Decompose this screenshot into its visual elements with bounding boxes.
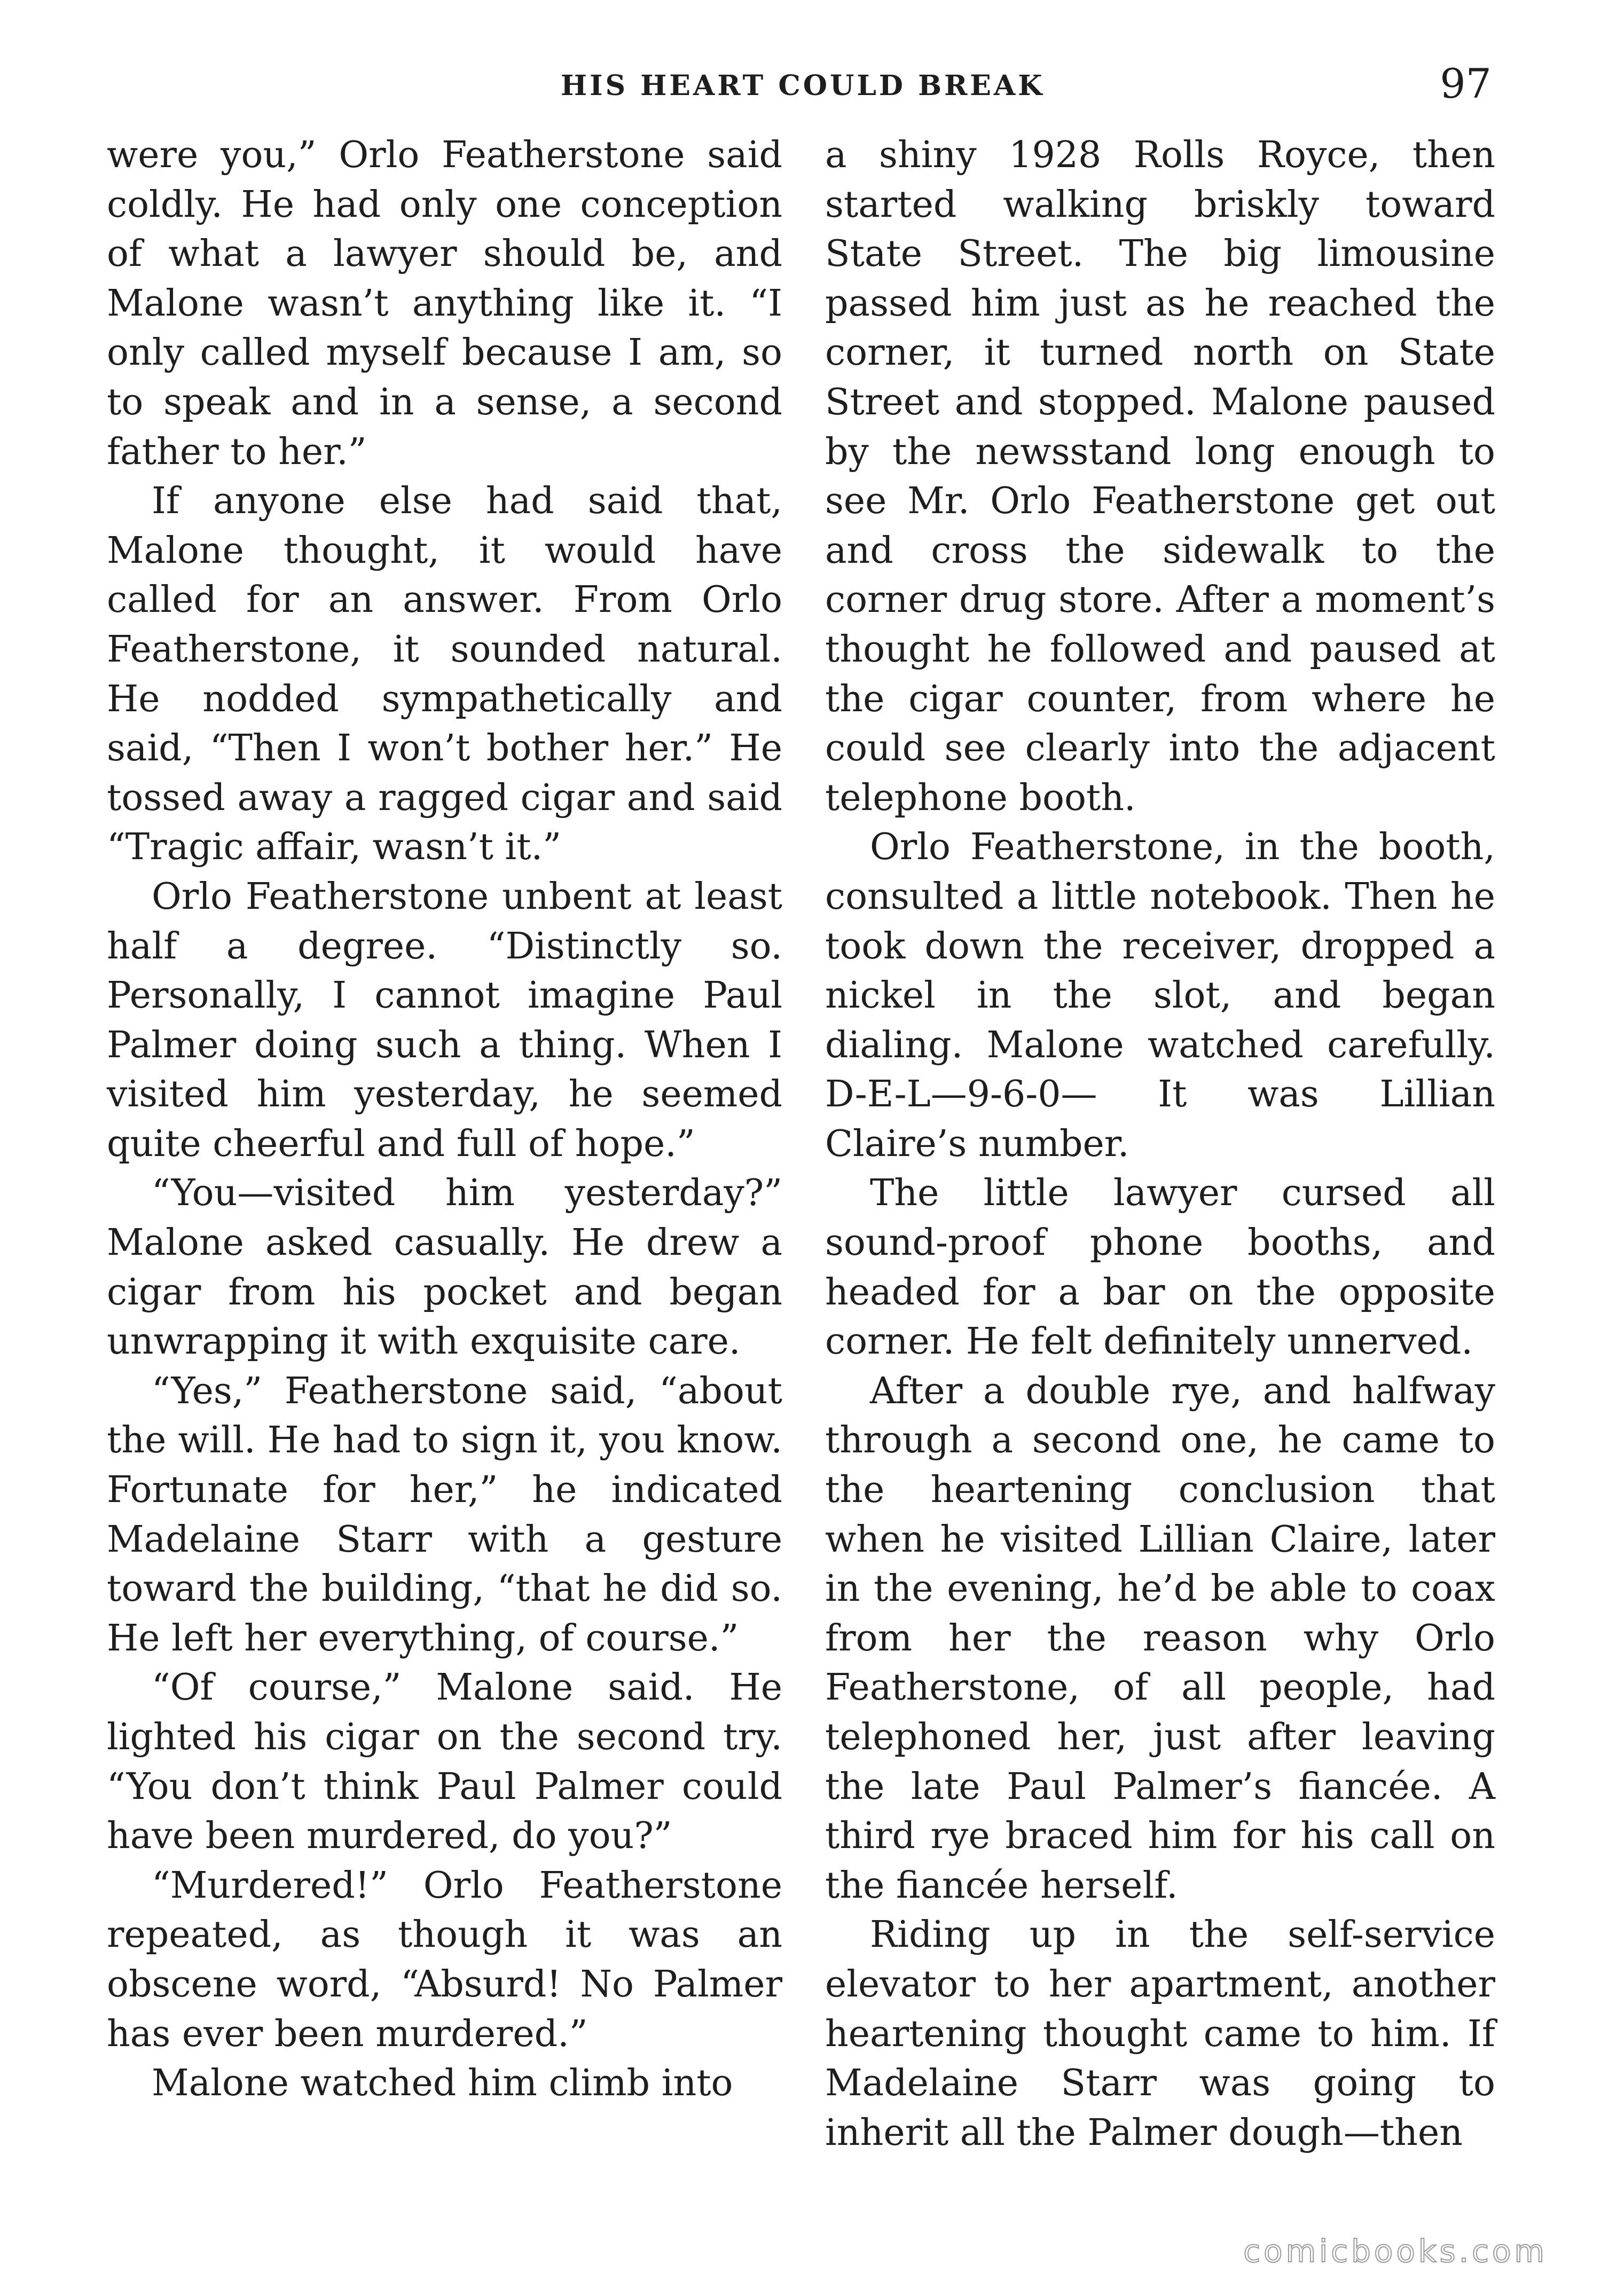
paragraph: If anyone else had said that, Malone thought, it would have called for an answer. From Orlo Featherstone, it sounded natural. He nodded sympathetically and said, “Then I won’t bother her.” He tossed away a ragged cigar and said “Tragic affair, wasn’t it.” <box>107 480 782 869</box>
paragraph: “Of course,” Malone said. He lighted his cigar on the second try. “You don’t think Paul Palmer could have been murdered, do you?” <box>107 1666 782 1858</box>
right-column <box>825 131 1495 2158</box>
paragraph: were you,” Orlo Featherstone said coldly. He had only one conception of what a lawyer should be, and Malone wasn’t anything like it. “I only called myself because I am, so to speak and in a sense, a second father to her.” <box>107 134 782 473</box>
running-title: HIS HEART COULD BREAK <box>561 69 1045 102</box>
paragraph: Orlo Featherstone unbent at least half a degree. “Distinctly so. Personally, I cannot imagine Paul Palmer doing such a thing. When I visited him yesterday, he seemed quite cheerful and full of hope.” <box>107 875 782 1165</box>
page-number: 97 <box>1440 60 1492 107</box>
site-watermark: comicbooks.com <box>1243 2233 1548 2269</box>
paragraph: “Murdered!” Orlo Featherstone repeated, as though it was an obscene word, “Absurd! No Palmer has ever been murdered.” <box>107 1864 782 2055</box>
paragraph: Malone watched him climb into <box>152 2062 733 2105</box>
paragraph: After a double rye, and halfway through a second one, he came to the heartening conclusion that when he visited Lillian Claire, later in the evening, he’d be able to coax from her the reason why Orlo Featherstone, of all people, had telephoned her, just after leaving the late Paul Palmer’s fiancée. A third rye braced him for his call on the fiancée herself. <box>825 1370 1495 1907</box>
paragraph: Orlo Featherstone, in the booth, consulted a little notebook. Then he took down the receiver, dropped a nickel in the slot, and began dialing. Malone watched carefully. D-E-L—9-6-0— It was Lillian Claire’s number. <box>825 826 1495 1165</box>
paragraph: a shiny 1928 Rolls Royce, then started walking briskly toward State Street. The big limousine passed him just as he reached the corner, it turned north on State Street and stopped. Malone paused by the newsstand long enough to see Mr. Orlo Featherstone get out and cross the sidewalk to the corner drug store. After a moment’s thought he followed and paused at the cigar counter, from where he could see clearly into the adjacent telephone booth. <box>825 134 1495 819</box>
paragraph: The little lawyer cursed all sound-proof phone booths, and headed for a bar on the opposite corner. He felt definitely unnerved. <box>825 1172 1495 1363</box>
paragraph: Riding up in the self-service elevator to her apartment, another heartening thought came to him. If Madelaine Starr was going to inherit all the Palmer dough—then <box>825 1914 1495 2154</box>
paragraph: “You—visited him yesterday?” Malone asked casually. He drew a cigar from his pocket and began unwrapping it with exquisite care. <box>107 1172 782 1363</box>
running-head <box>0 60 1601 117</box>
paragraph: “Yes,” Featherstone said, “about the will. He had to sign it, you know. Fortunate for her,” he indicated Madelaine Starr with a gesture toward the building, “that he did so. He left her everything, of course.” <box>107 1370 782 1660</box>
left-column <box>107 131 782 2109</box>
